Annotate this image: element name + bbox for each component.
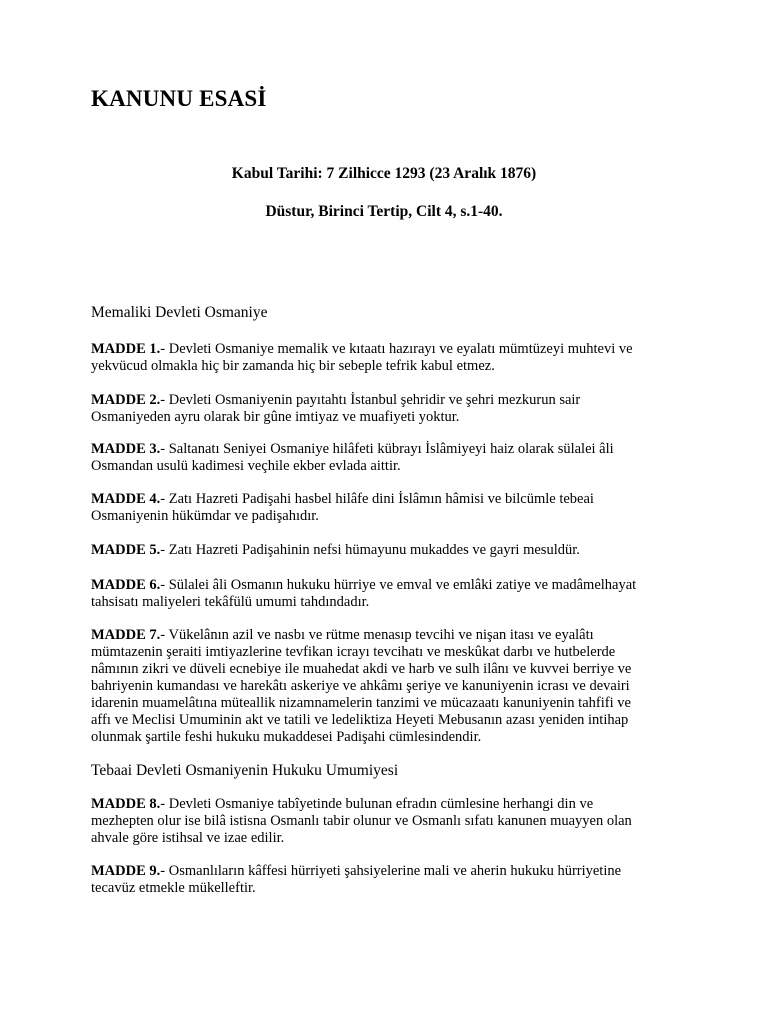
- article-line: mümtazenin şeraiti imtiyazlerine tevfikan icrayı tevcihatı ve meskûkat darbı ve hutbelerde: [91, 644, 616, 660]
- article-madde-3: [91, 441, 691, 475]
- article-label: MADDE 5.: [91, 542, 161, 558]
- article-line: [91, 491, 691, 508]
- acceptance-date: Kabul Tarihi: 7 Zilhicce 1293 (23 Aralık 1876): [231, 165, 537, 182]
- article-label: MADDE 4.: [91, 491, 161, 507]
- article-line: [91, 341, 691, 358]
- article-label: MADDE 1.: [91, 341, 161, 357]
- article-line: nâmının zikri ve düveli ecnebiye ile muahedat akdi ve harb ve sulh ilânı ve kuvvei berriye ve: [91, 661, 632, 677]
- article-madde-7: [91, 627, 691, 746]
- article-line: affı ve Meclisi Umuminin akt ve tatili ve ledeliktiza Heyeti Mebusanın azası yeniden intihap: [91, 712, 629, 728]
- article-madde-2: [91, 392, 691, 426]
- article-line: idarenin muamelâtına müteallik nizamnamelerin tanzimi ve mücazaatı kanuniyenin tahfifi ve: [91, 695, 631, 711]
- section-heading: Memaliki Devleti Osmaniye: [91, 304, 268, 321]
- article-label: MADDE 2.: [91, 392, 161, 408]
- article-madde-4: [91, 491, 691, 525]
- article-line: [91, 392, 691, 409]
- article-line: olunmak şartile feshi hukuku mukaddesei Padişahi cümlesindendir.: [91, 729, 482, 745]
- article-madde-5: [91, 542, 691, 559]
- article-label: MADDE 9.: [91, 863, 161, 879]
- article-line: ahvale göre istihsal ve izae edilir.: [91, 830, 285, 846]
- article-text: - Osmanlıların kâffesi hürriyeti şahsiyelerine mali ve aherin hukuku hürriyetine: [160, 863, 622, 879]
- article-label: MADDE 8.: [91, 796, 161, 812]
- article-text: - Devleti Osmaniye tabîyetinde bulunan efradın cümlesine herhangi din ve: [160, 796, 594, 812]
- article-line: [91, 577, 691, 594]
- article-text: - Zatı Hazreti Padişahinin nefsi hümayunu mukaddes ve gayri mesuldür.: [160, 542, 580, 558]
- article-line: yekvücud olmakla hiç bir zamanda hiç bir sebeple tefrik kabul etmez.: [91, 358, 495, 374]
- article-line: mezhepten olur ise bilâ istisna Osmanlı tabir olunur ve Osmanlı sıfatı kanunen muayyen olan: [91, 813, 632, 829]
- article-text: - Saltanatı Seniyei Osmaniye hilâfeti kübrayı İslâmiyeyi haiz olarak sülalei âli: [160, 441, 614, 457]
- article-line: Osmaniyenin hükümdar ve padişahıdır.: [91, 508, 319, 524]
- article-label: MADDE 7.: [91, 627, 161, 643]
- article-madde-8: [91, 796, 691, 847]
- article-text: - Vükelânın azil ve nasbı ve rütme menasıp tevcihi ve nişan itası ve eyalâtı: [160, 627, 594, 643]
- article-text: - Zatı Hazreti Padişahi hasbel hilâfe dini İslâmın hâmisi ve bilcümle tebeai: [160, 491, 594, 507]
- section-heading: Tebaai Devleti Osmaniyenin Hukuku Umumiyesi: [91, 762, 399, 779]
- article-line: Osmaniyeden ayru olarak bir gûne imtiyaz ve muafiyeti yoktur.: [91, 409, 460, 425]
- publication-reference: Düstur, Birinci Tertip, Cilt 4, s.1-40.: [265, 203, 503, 220]
- article-text: - Devleti Osmaniyenin payıtahtı İstanbul şehridir ve şehri mezkurun sair: [160, 392, 581, 408]
- article-label: MADDE 6.: [91, 577, 161, 593]
- article-label: MADDE 3.: [91, 441, 161, 457]
- article-line: bahriyenin kumandası ve harekâtı askeriye ve ahkâmı şeriye ve kanuniyenin icrası ve devairi: [91, 678, 630, 694]
- article-text: - Sülalei âli Osmanın hukuku hürriye ve emval ve emlâki zatiye ve madâmelhayat: [160, 577, 637, 593]
- article-line: tahsisatı maliyeleri tekâfülü umumi tahdındadır.: [91, 594, 370, 610]
- article-line: [91, 796, 691, 813]
- article-line: [91, 441, 691, 458]
- document-title: KANUNU ESASİ: [91, 86, 267, 111]
- article-line: [91, 542, 691, 559]
- article-madde-1: [91, 341, 691, 375]
- article-madde-6: [91, 577, 691, 611]
- article-madde-9: [91, 863, 691, 897]
- article-line: [91, 863, 691, 880]
- article-line: [91, 627, 691, 644]
- article-text: - Devleti Osmaniye memalik ve kıtaatı hazırayı ve eyalatı mümtüzeyi muhtevi ve: [160, 341, 633, 357]
- article-line: Osmandan usulü kadimesi veçhile ekber evlada aittir.: [91, 458, 401, 474]
- article-line: tecavüz etmekle mükelleftir.: [91, 880, 256, 896]
